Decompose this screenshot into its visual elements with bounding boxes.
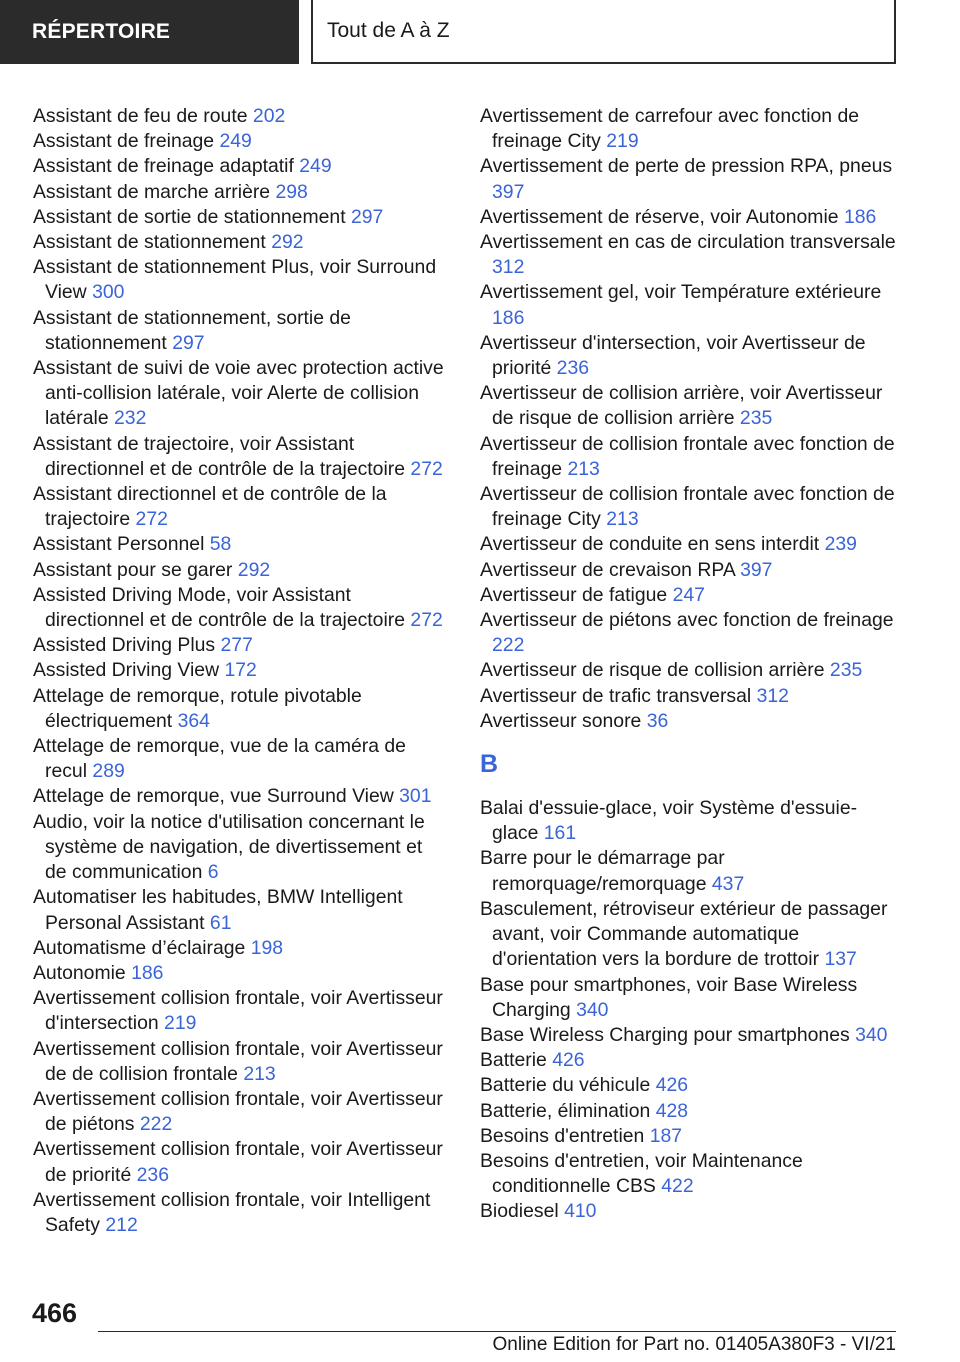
page-reference-link[interactable]: 249 bbox=[299, 155, 332, 178]
index-entry bbox=[33, 255, 445, 305]
page-reference-link[interactable]: 292 bbox=[237, 558, 271, 581]
index-entry-text: Base pour smartphones, voir Base Wireless Charging bbox=[480, 973, 858, 1021]
index-entry-text: Avertisseur de crevaison RPA bbox=[480, 558, 735, 581]
page-reference-link[interactable]: 239 bbox=[824, 533, 857, 556]
index-entry bbox=[33, 230, 445, 255]
page-reference-link[interactable]: 277 bbox=[220, 634, 253, 657]
page-reference-link[interactable]: 272 bbox=[135, 508, 168, 531]
index-entry-text: Avertissement de réserve, voir Autonomie bbox=[480, 205, 839, 228]
page-reference-link[interactable]: 426 bbox=[655, 1074, 689, 1097]
page-reference-link[interactable]: 202 bbox=[252, 105, 286, 127]
index-entry bbox=[480, 381, 898, 431]
index-entry-text: Automatiser les habitudes, BMW Intelligent Personal Assistant bbox=[33, 886, 403, 934]
index-entry-text: Assisted Driving View bbox=[33, 659, 220, 682]
index-entry-text: Attelage de remorque, vue de la caméra de recul bbox=[33, 735, 406, 783]
index-entry-text: Assistant de stationnement, sortie de stationnement bbox=[33, 306, 351, 354]
index-entry bbox=[480, 897, 898, 973]
page-reference-link[interactable]: 235 bbox=[739, 407, 773, 430]
index-entry bbox=[480, 796, 898, 846]
index-group-b bbox=[480, 796, 898, 1224]
index-entry bbox=[480, 280, 898, 330]
page-reference-link[interactable]: 6 bbox=[207, 861, 219, 884]
page-reference-link[interactable]: 312 bbox=[756, 684, 789, 707]
edition-text: Online Edition for Part no. 01405A380F3 - VI/21 bbox=[492, 1334, 896, 1355]
page-reference-link[interactable]: 172 bbox=[224, 659, 257, 682]
index-entry bbox=[480, 482, 898, 532]
index-entry bbox=[480, 558, 898, 583]
index-entry bbox=[33, 482, 445, 532]
page-reference-link[interactable]: 437 bbox=[711, 872, 745, 895]
page-reference-link[interactable]: 422 bbox=[661, 1175, 694, 1198]
index-entry-text: Biodiesel bbox=[480, 1200, 559, 1223]
index-entry-text: Assistant de feu de route bbox=[33, 105, 248, 127]
index-entry-text: Attelage de remorque, rotule pivotable électriquement bbox=[33, 684, 362, 732]
index-entry-text: Avertisseur de fatigue bbox=[480, 583, 668, 606]
index-entry bbox=[480, 1073, 898, 1098]
index-entry-text: Assistant de freinage bbox=[33, 130, 215, 153]
index-entry-text: Avertissement collision frontale, voir Avertisseur de priorité bbox=[33, 1138, 443, 1186]
page-reference-link[interactable]: 289 bbox=[92, 760, 125, 783]
index-entry bbox=[33, 1188, 445, 1238]
index-group-a bbox=[480, 104, 898, 734]
index-entry-text: Avertisseur de conduite en sens interdit bbox=[480, 533, 820, 556]
page-reference-link[interactable]: 222 bbox=[492, 634, 525, 657]
index-entry bbox=[33, 205, 445, 230]
page-reference-link[interactable]: 187 bbox=[649, 1124, 683, 1147]
index-entry bbox=[33, 306, 445, 356]
page-reference-link[interactable]: 364 bbox=[177, 709, 210, 732]
index-entry-text: Basculement, rétroviseur extérieur de passager avant, voir Commande automatique d'orientation vers la bordure de trottoir bbox=[480, 897, 888, 971]
page-reference-link[interactable]: 213 bbox=[567, 457, 600, 480]
index-entry-text: Autonomie bbox=[33, 961, 126, 984]
page-reference-link[interactable]: 300 bbox=[92, 281, 125, 304]
index-entry bbox=[33, 104, 445, 129]
index-entry bbox=[480, 230, 898, 280]
index-entry-text: Avertisseur de collision frontale avec fonction de freinage bbox=[480, 432, 895, 480]
index-entry bbox=[33, 986, 445, 1036]
page-reference-link[interactable]: 428 bbox=[655, 1099, 689, 1122]
page-number: 466 bbox=[32, 1298, 78, 1328]
index-entry-text: Assistant de stationnement Plus, voir Surround View bbox=[33, 256, 437, 304]
page-reference-link[interactable]: 186 bbox=[843, 205, 877, 228]
page-reference-link[interactable]: 292 bbox=[271, 231, 304, 254]
page-reference-link[interactable]: 298 bbox=[275, 180, 308, 203]
index-entry bbox=[33, 734, 445, 784]
index-entry-text: Avertissement de perte de pression RPA, pneus bbox=[480, 155, 893, 178]
index-entry bbox=[480, 583, 898, 608]
index-entry bbox=[480, 709, 898, 734]
index-entry-text: Batterie bbox=[480, 1049, 547, 1072]
page-reference-link[interactable]: 272 bbox=[410, 457, 443, 480]
index-entry-text: Automatisme d’éclairage bbox=[33, 936, 246, 959]
index-entry bbox=[33, 129, 445, 154]
index-entry-text: Avertisseur de piétons avec fonction de freinage bbox=[480, 609, 894, 632]
index-entry-text: Avertisseur de risque de collision arrière bbox=[480, 659, 825, 682]
page-reference-link[interactable]: 61 bbox=[209, 911, 232, 934]
index-entry-text: Avertisseur de collision frontale avec fonction de freinage City bbox=[480, 483, 895, 531]
index-entry-text: Base Wireless Charging pour smartphones bbox=[480, 1023, 850, 1046]
index-entry-text: Avertissement collision frontale, voir Avertisseur de piétons bbox=[33, 1087, 443, 1136]
index-entry bbox=[33, 532, 445, 557]
index-entry-text: Besoins d'entretien bbox=[480, 1124, 645, 1147]
index-entry bbox=[33, 356, 445, 432]
index-entry bbox=[480, 205, 898, 230]
index-entry bbox=[480, 1124, 898, 1149]
index-entry bbox=[480, 608, 898, 658]
index-entry-text: Balai d'essuie-glace, voir Système d'essuie-glace bbox=[480, 797, 858, 845]
section-tab bbox=[0, 0, 299, 64]
page-reference-link[interactable]: 232 bbox=[114, 407, 147, 430]
index-entry-text: Assistant de suivi de voie avec protection active anti-collision latérale, voir Alerte de collision latérale bbox=[33, 357, 444, 430]
index-entry bbox=[33, 936, 445, 961]
page-reference-link[interactable]: 397 bbox=[740, 558, 773, 581]
index-entry bbox=[33, 180, 445, 205]
index-entry-text: Assistant de freinage adaptatif bbox=[33, 155, 294, 178]
index-entry-text: Assistant de stationnement bbox=[33, 231, 266, 254]
page-reference-link[interactable]: 272 bbox=[410, 609, 443, 632]
index-entry-text: Audio, voir la notice d'utilisation concernant le système de navigation, de divertissement et de communication bbox=[33, 810, 425, 884]
index-entry-text: Avertissement collision frontale, voir Avertisseur de de collision frontale bbox=[33, 1037, 443, 1085]
index-entry bbox=[33, 885, 445, 935]
index-entry-text: Attelage de remorque, vue Surround View bbox=[33, 785, 394, 808]
index-entry bbox=[480, 154, 898, 204]
index-entry-text: Avertissement gel, voir Température extérieure bbox=[480, 281, 882, 304]
page-reference-link[interactable]: 222 bbox=[139, 1113, 173, 1136]
index-entry-text: Assisted Driving Plus bbox=[33, 634, 216, 657]
index-entry-text: Assistant de marche arrière bbox=[33, 180, 271, 203]
index-entry-text: Besoins d'entretien, voir Maintenance conditionnelle CBS bbox=[480, 1149, 803, 1198]
page-reference-link[interactable]: 186 bbox=[492, 306, 525, 329]
subsection-tab bbox=[311, 0, 896, 64]
index-entry bbox=[33, 558, 445, 583]
index-entry-text: Avertisseur de collision arrière, voir Avertisseur de risque de collision arrière bbox=[480, 382, 883, 430]
index-entry bbox=[480, 1199, 898, 1224]
index-entry bbox=[480, 684, 898, 709]
subsection-label: Tout de A à Z bbox=[327, 19, 450, 42]
index-entry-text: Batterie du véhicule bbox=[480, 1074, 651, 1097]
page-reference-link[interactable]: 249 bbox=[219, 130, 252, 153]
index-entry bbox=[33, 1087, 445, 1137]
index-entry bbox=[33, 1137, 445, 1187]
section-letter-b: B bbox=[480, 750, 499, 779]
index-entry-text: Assistant directionnel et de contrôle de la trajectoire bbox=[33, 483, 387, 531]
index-column-left bbox=[33, 104, 445, 1238]
page-reference-link[interactable]: 312 bbox=[492, 256, 525, 279]
page-reference-link[interactable]: 213 bbox=[243, 1062, 276, 1085]
page-reference-link[interactable]: 340 bbox=[576, 998, 609, 1021]
index-entry-text: Assisted Driving Mode, voir Assistant directionnel et de contrôle de la trajectoire bbox=[33, 583, 406, 632]
index-entry bbox=[33, 633, 445, 658]
index-entry-text: Avertisseur sonore bbox=[480, 709, 642, 732]
index-entry bbox=[33, 583, 445, 633]
index-entry bbox=[480, 658, 898, 683]
page-reference-link[interactable]: 410 bbox=[564, 1200, 597, 1223]
page-reference-link[interactable]: 213 bbox=[606, 508, 639, 531]
section-label: RÉPERTOIRE bbox=[32, 20, 171, 43]
index-entry-text: Barre pour le démarrage par remorquage/remorquage bbox=[480, 847, 725, 895]
page-reference-link[interactable]: 161 bbox=[543, 822, 577, 845]
page-reference-link[interactable]: 198 bbox=[250, 936, 284, 959]
index-entry bbox=[480, 432, 898, 482]
index-entry-text: Batterie, élimination bbox=[480, 1099, 651, 1122]
index-entry-text: Assistant de trajectoire, voir Assistant directionnel et de contrôle de la trajectoire bbox=[33, 432, 406, 480]
index-entry bbox=[33, 1037, 445, 1087]
page-reference-link[interactable]: 36 bbox=[646, 709, 669, 732]
index-entry-text: Avertisseur de trafic transversal bbox=[480, 684, 752, 707]
index-entry bbox=[33, 961, 445, 986]
index-entry-text: Avertisseur d'intersection, voir Avertisseur de priorité bbox=[480, 331, 866, 380]
index-entry bbox=[33, 658, 445, 683]
index-column-right bbox=[480, 104, 898, 1225]
index-entry bbox=[33, 684, 445, 734]
index-entry bbox=[33, 154, 445, 179]
page-reference-link[interactable]: 212 bbox=[105, 1213, 138, 1236]
index-entry-text: Avertissement collision frontale, voir Intelligent Safety bbox=[33, 1188, 431, 1236]
page-reference-link[interactable]: 301 bbox=[399, 785, 432, 808]
index-entry bbox=[480, 846, 898, 896]
index-entry bbox=[480, 331, 898, 381]
page-reference-link[interactable]: 297 bbox=[172, 331, 205, 354]
page-reference-link[interactable]: 235 bbox=[829, 659, 863, 682]
page-reference-link[interactable]: 297 bbox=[350, 205, 384, 228]
page-reference-link[interactable]: 247 bbox=[672, 583, 705, 606]
index-entry bbox=[480, 1099, 898, 1124]
page-reference-link[interactable]: 426 bbox=[552, 1049, 585, 1072]
page-reference-link[interactable]: 137 bbox=[824, 948, 857, 971]
index-entry bbox=[480, 1048, 898, 1073]
index-entry bbox=[480, 104, 898, 154]
index-entry bbox=[480, 973, 898, 1023]
index-entry-text: Avertissement de carrefour avec fonction de freinage City bbox=[480, 105, 860, 153]
index-entry bbox=[33, 810, 445, 886]
page-reference-link[interactable]: 219 bbox=[606, 130, 639, 153]
index-entry-text: Assistant pour se garer bbox=[33, 558, 233, 581]
index-entry bbox=[480, 1023, 898, 1048]
index-entry-text: Assistant Personnel bbox=[33, 533, 205, 556]
index-entry-text: Avertissement en cas de circulation transversale bbox=[480, 231, 896, 254]
index-entry bbox=[480, 1149, 898, 1199]
footer-divider bbox=[98, 1331, 896, 1332]
page-reference-link[interactable]: 219 bbox=[164, 1012, 197, 1035]
index-entry bbox=[33, 432, 445, 482]
page-reference-link[interactable]: 186 bbox=[131, 961, 164, 984]
index-entry bbox=[480, 532, 898, 557]
page-reference-link[interactable]: 340 bbox=[855, 1023, 888, 1046]
page-reference-link[interactable]: 236 bbox=[136, 1163, 169, 1186]
page-reference-link[interactable]: 58 bbox=[209, 533, 232, 556]
page-reference-link[interactable]: 397 bbox=[492, 180, 525, 203]
index-entry bbox=[33, 784, 445, 809]
index-entry-text: Avertissement collision frontale, voir Avertisseur d'intersection bbox=[33, 987, 443, 1035]
index-entry-text: Assistant de sortie de stationnement bbox=[33, 205, 346, 228]
page-reference-link[interactable]: 236 bbox=[556, 357, 590, 380]
